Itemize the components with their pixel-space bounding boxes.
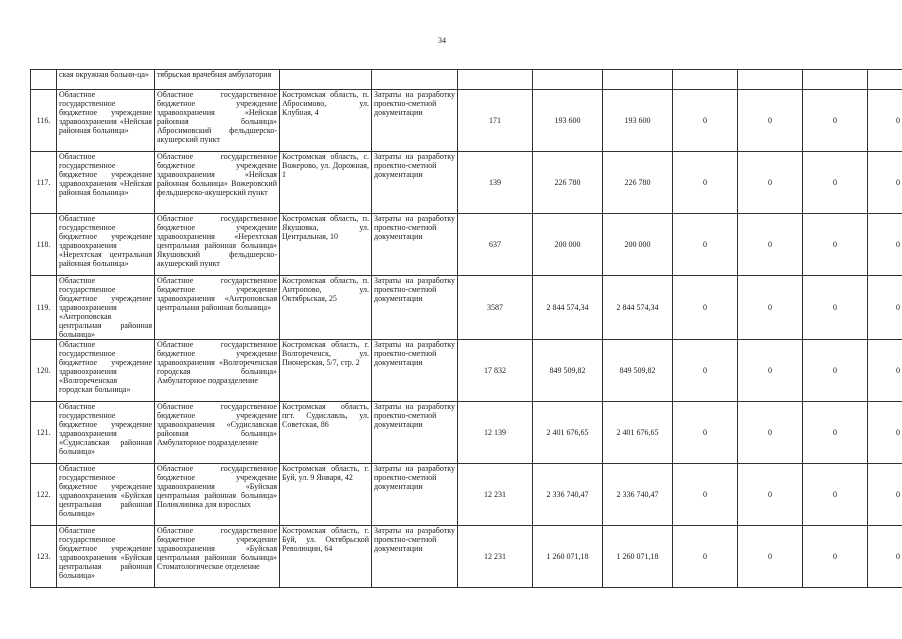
row-number: 120. — [31, 340, 57, 402]
table-row — [31, 90, 902, 152]
year1-cell: 193 600 — [603, 90, 673, 152]
area-cell: 12 139 — [458, 402, 533, 464]
year1-cell: 200 000 — [603, 214, 673, 276]
year5-cell: 0 — [868, 90, 902, 152]
table-row — [31, 464, 902, 526]
total-cell: 193 600 — [533, 90, 603, 152]
object-cell: тябрьская врачебная амбулатория — [155, 70, 280, 90]
year3-cell: 0 — [738, 526, 803, 588]
row-number: 122. — [31, 464, 57, 526]
year3-cell: 0 — [738, 464, 803, 526]
year3-cell — [738, 70, 803, 90]
row-number: 116. — [31, 90, 57, 152]
recipient-cell: Областное государственное бюджетное учреждение здравоохранения «Нерехтская центральная районная больница» — [57, 214, 155, 276]
year4-cell: 0 — [803, 90, 868, 152]
year3-cell: 0 — [738, 276, 803, 340]
object-cell: Областное государственное бюджетное учреждение здравоохранения «Нейская районная больница» Вожеровский фельдшерско-акушерский пункт — [155, 152, 280, 214]
year2-cell: 0 — [673, 402, 738, 464]
year2-cell — [673, 70, 738, 90]
year5-cell: 0 — [868, 214, 902, 276]
year1-cell: 2 844 574,34 — [603, 276, 673, 340]
year4-cell: 0 — [803, 402, 868, 464]
year4-cell: 0 — [803, 526, 868, 588]
year5-cell: 0 — [868, 402, 902, 464]
recipient-cell: Областное государственное бюджетное учреждение здравоохранения «Буйская центральная районная больница» — [57, 526, 155, 588]
purpose-cell: Затраты на разработку проектно-сметной документации — [372, 526, 458, 588]
recipient-cell: Областное государственное бюджетное учреждение здравоохранения «Судиславская районная больница» — [57, 402, 155, 464]
address-cell: Костромская область, г. Буй, ул. Октябрьской Революции, 64 — [280, 526, 372, 588]
year3-cell: 0 — [738, 152, 803, 214]
year5-cell: 0 — [868, 340, 902, 402]
total-cell: 2 844 574,34 — [533, 276, 603, 340]
year3-cell: 0 — [738, 340, 803, 402]
purpose-cell: Затраты на разработку проектно-сметной документации — [372, 90, 458, 152]
purpose-cell: Затраты на разработку проектно-сметной документации — [372, 402, 458, 464]
row-number: 118. — [31, 214, 57, 276]
object-cell: Областное государственное бюджетное учреждение здравоохранения «Буйская центральная районная больница» Поликлиника для взрослых — [155, 464, 280, 526]
year3-cell: 0 — [738, 90, 803, 152]
row-number: 123. — [31, 526, 57, 588]
purpose-cell: Затраты на разработку проектно-сметной документации — [372, 464, 458, 526]
year4-cell: 0 — [803, 152, 868, 214]
object-cell: Областное государственное бюджетное учреждение здравоохранения «Волгореченская городская больница» Амбулаторное подразделение — [155, 340, 280, 402]
year5-cell: 0 — [868, 276, 902, 340]
recipient-cell: Областное государственное бюджетное учреждение здравоохранения «Волгореченская городская больница» — [57, 340, 155, 402]
year2-cell: 0 — [673, 214, 738, 276]
address-cell: Костромская область, пгт. Судиславль, ул. Советская, 86 — [280, 402, 372, 464]
row-number: 121. — [31, 402, 57, 464]
year2-cell: 0 — [673, 464, 738, 526]
year3-cell: 0 — [738, 214, 803, 276]
object-cell: Областное государственное бюджетное учреждение здравоохранения «Буйская центральная районная больница» Стоматологическое отделение — [155, 526, 280, 588]
total-cell: 1 260 071,18 — [533, 526, 603, 588]
table-row — [31, 340, 902, 402]
purpose-cell: Затраты на разработку проектно-сметной документации — [372, 214, 458, 276]
year1-cell: 1 260 071,18 — [603, 526, 673, 588]
year2-cell: 0 — [673, 340, 738, 402]
address-cell: Костромская область, г. Буй, ул. 9 Января, 42 — [280, 464, 372, 526]
object-cell: Областное государственное бюджетное учреждение здравоохранения «Нерехтская центральная районная больница» Якушовский фельдшерско-акушерский пункт — [155, 214, 280, 276]
recipient-cell: Областное государственное бюджетное учреждение здравоохранения «Нейская районная больница» — [57, 152, 155, 214]
row-number — [31, 70, 57, 90]
object-cell: Областное государственное бюджетное учреждение здравоохранения «Судиславская районная больница» Амбулаторное подразделение — [155, 402, 280, 464]
recipient-cell: Областное государственное бюджетное учреждение здравоохранения «Нейская районная больница» — [57, 90, 155, 152]
purpose-cell: Затраты на разработку проектно-сметной документации — [372, 152, 458, 214]
area-cell: 139 — [458, 152, 533, 214]
object-cell: Областное государственное бюджетное учреждение здравоохранения «Антроповская центральная районная больница» — [155, 276, 280, 340]
year4-cell: 0 — [803, 464, 868, 526]
purpose-cell — [372, 70, 458, 90]
area-cell: 637 — [458, 214, 533, 276]
area-cell: 12 231 — [458, 526, 533, 588]
year1-cell: 2 336 740,47 — [603, 464, 673, 526]
total-cell: 2 336 740,47 — [533, 464, 603, 526]
year1-cell: 2 401 676,65 — [603, 402, 673, 464]
year4-cell — [803, 70, 868, 90]
year1-cell: 226 780 — [603, 152, 673, 214]
row-number: 117. — [31, 152, 57, 214]
object-cell: Областное государственное бюджетное учреждение здравоохранения «Нейская районная больница» Абросимовский фельдшерско-акушерский пункт — [155, 90, 280, 152]
area-cell: 171 — [458, 90, 533, 152]
area-cell: 17 832 — [458, 340, 533, 402]
address-cell: Костромская область, п. Якушовка, ул. Центральная, 10 — [280, 214, 372, 276]
total-cell — [533, 70, 603, 90]
registry-table — [30, 69, 902, 588]
address-cell: Костромская область, п. Абросимово, ул. Клубная, 4 — [280, 90, 372, 152]
table-row — [31, 402, 902, 464]
year4-cell: 0 — [803, 340, 868, 402]
area-cell — [458, 70, 533, 90]
year5-cell: 0 — [868, 152, 902, 214]
table-row — [31, 526, 902, 588]
table-row-continuation — [31, 70, 902, 90]
year2-cell: 0 — [673, 90, 738, 152]
purpose-cell: Затраты на разработку проектно-сметной документации — [372, 340, 458, 402]
total-cell: 200 000 — [533, 214, 603, 276]
table-row — [31, 214, 902, 276]
area-cell: 12 231 — [458, 464, 533, 526]
year2-cell: 0 — [673, 152, 738, 214]
total-cell: 849 509,82 — [533, 340, 603, 402]
year4-cell: 0 — [803, 276, 868, 340]
address-cell: Костромская область, с. Вожерово, ул. Дорожная, 1 — [280, 152, 372, 214]
recipient-cell: Областное государственное бюджетное учреждение здравоохранения «Антроповская центральная районная больница» — [57, 276, 155, 340]
address-cell: Костромская область, г. Волгореченск, ул. Пионерская, 5/7, стр. 2 — [280, 340, 372, 402]
row-number: 119. — [31, 276, 57, 340]
recipient-cell: Областное государственное бюджетное учреждение здравоохранения «Буйская центральная районная больница» — [57, 464, 155, 526]
year2-cell: 0 — [673, 276, 738, 340]
year1-cell: 849 509,82 — [603, 340, 673, 402]
total-cell: 2 401 676,65 — [533, 402, 603, 464]
year5-cell: 0 — [868, 464, 902, 526]
recipient-cell: ская окружная больни-ца» — [57, 70, 155, 90]
year4-cell: 0 — [803, 214, 868, 276]
purpose-cell: Затраты на разработку проектно-сметной документации — [372, 276, 458, 340]
year1-cell — [603, 70, 673, 90]
total-cell: 226 780 — [533, 152, 603, 214]
page-number: 34 — [438, 36, 446, 45]
address-cell: Костромская область, п. Антропово, ул. Октябрьская, 25 — [280, 276, 372, 340]
table-rows — [31, 90, 902, 588]
year5-cell: 0 — [868, 526, 902, 588]
year3-cell: 0 — [738, 402, 803, 464]
address-cell — [280, 70, 372, 90]
year2-cell: 0 — [673, 526, 738, 588]
area-cell: 3587 — [458, 276, 533, 340]
table-row — [31, 152, 902, 214]
year5-cell — [868, 70, 902, 90]
table-row — [31, 276, 902, 340]
